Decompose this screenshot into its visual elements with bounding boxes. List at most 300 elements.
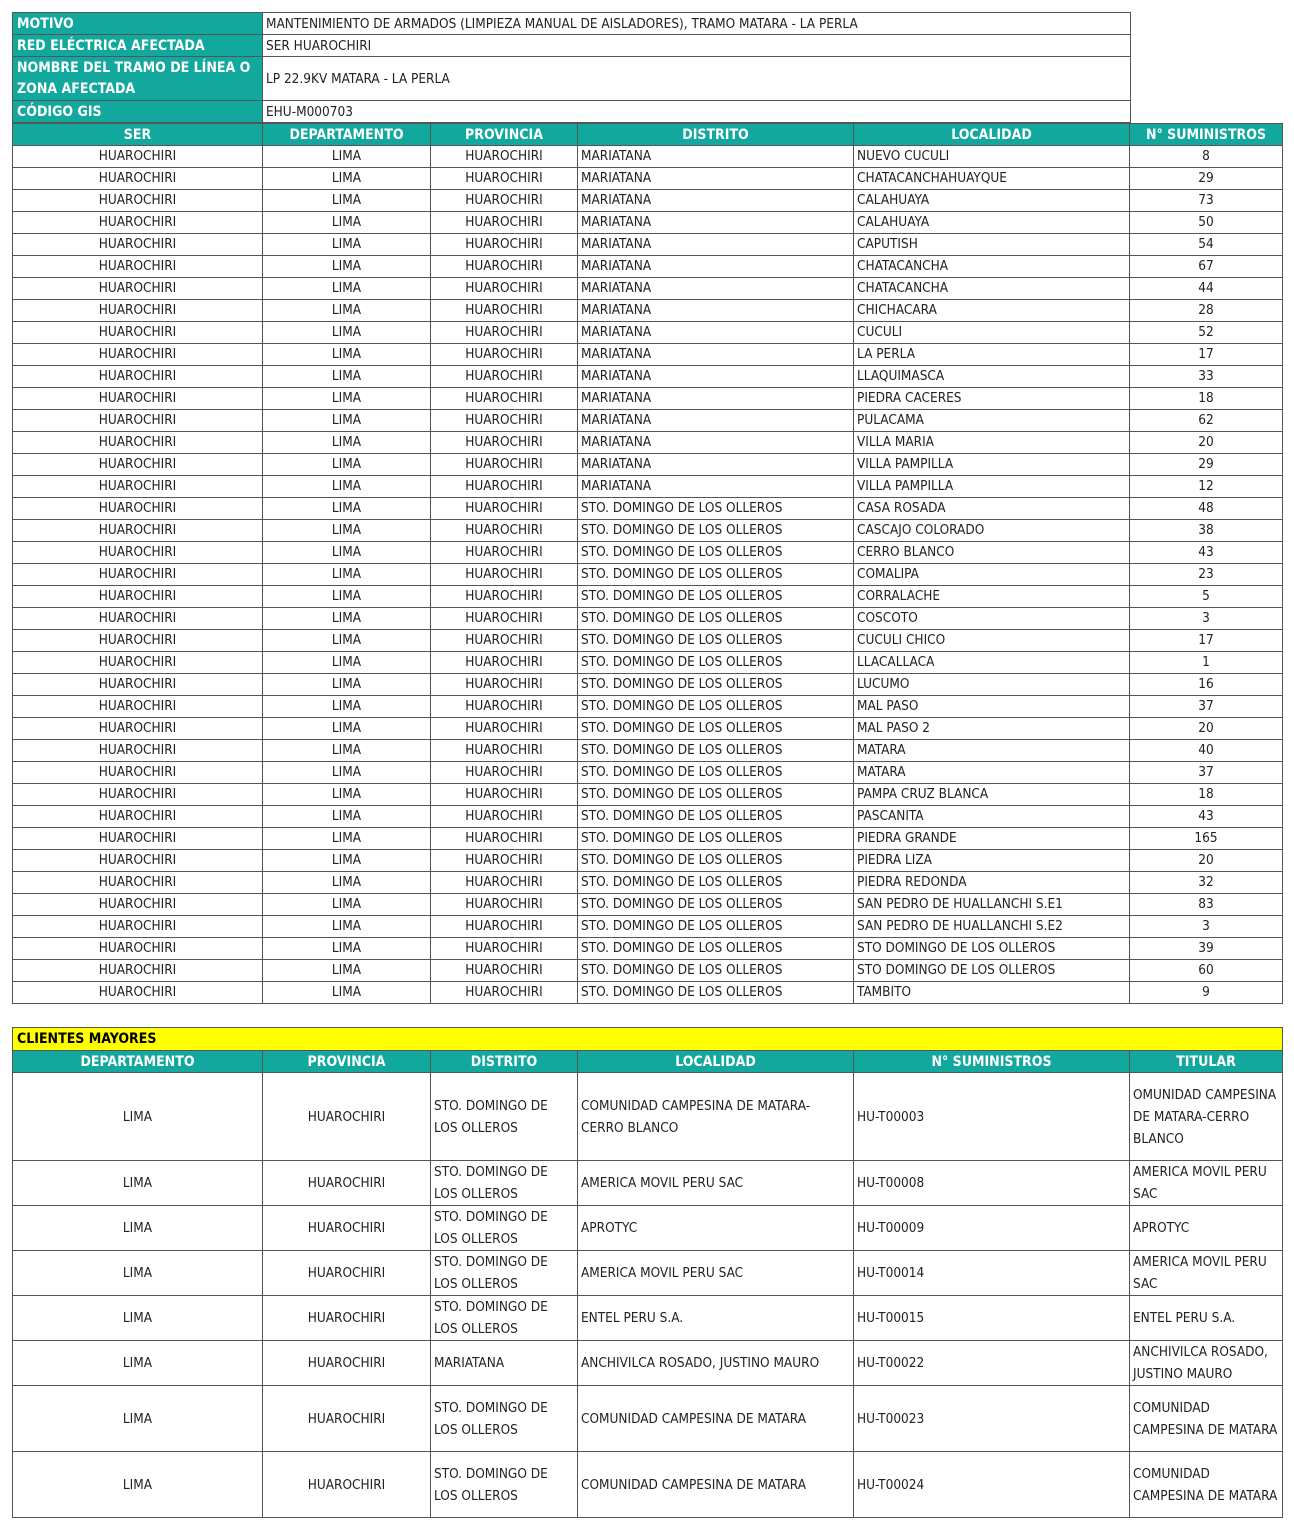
distrito-cell: STO. DOMINGO DE LOS OLLEROS [431,1161,578,1206]
column-header: LOCALIDAD [578,1051,854,1073]
suministros-cell: 8 [1130,146,1283,168]
provincia-cell: HUAROCHIRI [431,652,578,674]
column-header: DISTRITO [578,124,854,146]
localidad-cell: COSCOTO [854,608,1130,630]
distrito-cell: STO. DOMINGO DE LOS OLLEROS [578,542,854,564]
departamento-cell: LIMA [263,344,431,366]
table-row [13,696,1283,718]
distrito-cell: MARIATANA [578,146,854,168]
distrito-cell: STO. DOMINGO DE LOS OLLEROS [431,1296,578,1341]
ser-cell: HUAROCHIRI [13,718,263,740]
ser-cell: HUAROCHIRI [13,740,263,762]
table-row [13,366,1283,388]
departamento-cell: LIMA [263,212,431,234]
suministros-cell: 1 [1130,652,1283,674]
provincia-cell: HUAROCHIRI [431,784,578,806]
suministro-code-cell: HU-T00008 [854,1161,1130,1206]
distrito-cell: STO. DOMINGO DE LOS OLLEROS [431,1206,578,1251]
table-row [13,278,1283,300]
table-row [13,542,1283,564]
provincia-cell: HUAROCHIRI [263,1161,431,1206]
distrito-cell: STO. DOMINGO DE LOS OLLEROS [431,1386,578,1452]
ser-cell: HUAROCHIRI [13,960,263,982]
distrito-cell: MARIATANA [578,300,854,322]
localidad-cell: COMUNIDAD CAMPESINA DE MATARA [578,1386,854,1452]
provincia-cell: HUAROCHIRI [431,432,578,454]
suministros-cell: 12 [1130,476,1283,498]
ser-cell: HUAROCHIRI [13,762,263,784]
table-row [13,344,1283,366]
departamento-cell: LIMA [263,850,431,872]
provincia-cell: HUAROCHIRI [431,696,578,718]
suministros-cell: 43 [1130,806,1283,828]
distrito-cell: STO. DOMINGO DE LOS OLLEROS [578,564,854,586]
ser-cell: HUAROCHIRI [13,322,263,344]
ser-cell: HUAROCHIRI [13,256,263,278]
suministros-cell: 29 [1130,454,1283,476]
departamento-cell: LIMA [263,828,431,850]
departamento-cell: LIMA [263,740,431,762]
localidad-cell: MATARA [854,762,1130,784]
departamento-cell: LIMA [263,520,431,542]
suministros-cell: 29 [1130,168,1283,190]
localidad-cell: PAMPA CRUZ BLANCA [854,784,1130,806]
provincia-cell: HUAROCHIRI [431,168,578,190]
titular-cell: APROTYC [1130,1206,1283,1251]
distrito-cell: STO. DOMINGO DE LOS OLLEROS [578,762,854,784]
table-row [13,630,1283,652]
table-row [13,916,1283,938]
departamento-cell: LIMA [263,410,431,432]
departamento-cell: LIMA [263,498,431,520]
localidad-cell: CASCAJO COLORADO [854,520,1130,542]
table-row [13,476,1283,498]
departamento-cell: LIMA [263,190,431,212]
localidad-cell: TAMBITO [854,982,1130,1004]
ser-cell: HUAROCHIRI [13,190,263,212]
departamento-cell: LIMA [263,806,431,828]
departamento-cell: LIMA [13,1341,263,1386]
table-row [13,652,1283,674]
provincia-cell: HUAROCHIRI [263,1206,431,1251]
table-row [13,608,1283,630]
localidad-cell: AMERICA MOVIL PERU SAC [578,1251,854,1296]
table-row [13,1073,1283,1161]
table-row [13,564,1283,586]
column-header: N° SUMINISTROS [854,1051,1130,1073]
column-header: DEPARTAMENTO [263,124,431,146]
provincia-cell: HUAROCHIRI [263,1251,431,1296]
provincia-cell: HUAROCHIRI [431,894,578,916]
ser-cell: HUAROCHIRI [13,432,263,454]
localidad-cell: MATARA [854,740,1130,762]
ser-cell: HUAROCHIRI [13,520,263,542]
table-row [13,1161,1283,1206]
distrito-cell: MARIATANA [578,256,854,278]
provincia-cell: HUAROCHIRI [263,1073,431,1161]
departamento-cell: LIMA [263,674,431,696]
ser-cell: HUAROCHIRI [13,146,263,168]
distrito-cell: STO. DOMINGO DE LOS OLLEROS [578,630,854,652]
distrito-cell: STO. DOMINGO DE LOS OLLEROS [578,784,854,806]
provincia-cell: HUAROCHIRI [431,476,578,498]
table-row [13,762,1283,784]
departamento-cell: LIMA [13,1296,263,1341]
ser-cell: HUAROCHIRI [13,410,263,432]
table-row [13,1341,1283,1386]
ser-cell: HUAROCHIRI [13,696,263,718]
suministros-cell: 17 [1130,630,1283,652]
provincia-cell: HUAROCHIRI [431,234,578,256]
ser-cell: HUAROCHIRI [13,366,263,388]
localidad-cell: VILLA PAMPILLA [854,454,1130,476]
provincia-cell: HUAROCHIRI [431,322,578,344]
distrito-cell: MARIATANA [578,344,854,366]
provincia-cell: HUAROCHIRI [431,586,578,608]
localidad-cell: CAPUTISH [854,234,1130,256]
tramo-label-line-1: NOMBRE DEL TRAMO DE LÍNEA O [17,59,251,76]
table-row [13,1206,1283,1251]
distrito-cell: STO. DOMINGO DE LOS OLLEROS [578,806,854,828]
departamento-cell: LIMA [13,1386,263,1452]
departamento-cell: LIMA [263,586,431,608]
column-header: LOCALIDAD [854,124,1130,146]
distrito-cell: MARIATANA [578,168,854,190]
table-row [13,938,1283,960]
ser-cell: HUAROCHIRI [13,630,263,652]
distrito-cell: MARIATANA [578,278,854,300]
departamento-cell: LIMA [263,916,431,938]
red-label: RED ELÉCTRICA AFECTADA [13,35,263,57]
provincia-cell: HUAROCHIRI [431,388,578,410]
table-row [13,1296,1283,1341]
distrito-cell: STO. DOMINGO DE LOS OLLEROS [578,850,854,872]
departamento-cell: LIMA [263,476,431,498]
column-header: N° SUMINISTROS [1130,124,1283,146]
ser-cell: HUAROCHIRI [13,454,263,476]
table-row [13,520,1283,542]
provincia-cell: HUAROCHIRI [431,674,578,696]
ser-cell: HUAROCHIRI [13,344,263,366]
suministros-table [12,123,1283,1004]
localidad-cell: PULACAMA [854,410,1130,432]
localidad-cell: CHATACANCHAHUAYQUE [854,168,1130,190]
departamento-cell: LIMA [13,1206,263,1251]
distrito-cell: STO. DOMINGO DE LOS OLLEROS [578,960,854,982]
ser-cell: HUAROCHIRI [13,476,263,498]
column-header: TITULAR [1130,1051,1283,1073]
departamento-cell: LIMA [263,366,431,388]
distrito-cell: STO. DOMINGO DE LOS OLLEROS [578,894,854,916]
provincia-cell: HUAROCHIRI [431,300,578,322]
departamento-cell: LIMA [13,1161,263,1206]
titular-cell: AMERICA MOVIL PERU SAC [1130,1161,1283,1206]
departamento-cell: LIMA [263,322,431,344]
suministros-cell: 20 [1130,850,1283,872]
ser-cell: HUAROCHIRI [13,982,263,1004]
suministros-cell: 37 [1130,696,1283,718]
distrito-cell: MARIATANA [578,234,854,256]
suministros-cell: 17 [1130,344,1283,366]
provincia-cell: HUAROCHIRI [431,454,578,476]
departamento-cell: LIMA [263,718,431,740]
distrito-cell: STO. DOMINGO DE LOS OLLEROS [578,740,854,762]
suministros-cell: 52 [1130,322,1283,344]
departamento-cell: LIMA [263,762,431,784]
clientes-mayores-table [12,1027,1283,1518]
provincia-cell: HUAROCHIRI [431,718,578,740]
suministros-cell: 39 [1130,938,1283,960]
tramo-value: LP 22.9KV MATARA - LA PERLA [263,57,1131,101]
clientes-mayores-title: CLIENTES MAYORES [13,1028,1283,1051]
suministros-cell: 32 [1130,872,1283,894]
distrito-cell: MARIATANA [578,212,854,234]
table-row [13,190,1283,212]
localidad-cell: PIEDRA LIZA [854,850,1130,872]
titular-cell: AMERICA MOVIL PERU SAC [1130,1251,1283,1296]
titular-cell: OMUNIDAD CAMPESINA DE MATARA-CERRO BLANCO [1130,1073,1283,1161]
provincia-cell: HUAROCHIRI [431,212,578,234]
table-row [13,806,1283,828]
localidad-cell: CHICHACARA [854,300,1130,322]
departamento-cell: LIMA [263,564,431,586]
suministros-cell: 67 [1130,256,1283,278]
ser-cell: HUAROCHIRI [13,872,263,894]
ser-cell: HUAROCHIRI [13,608,263,630]
localidad-cell: PASCANITA [854,806,1130,828]
suministros-cell: 83 [1130,894,1283,916]
distrito-cell: STO. DOMINGO DE LOS OLLEROS [431,1251,578,1296]
suministros-cell: 43 [1130,542,1283,564]
provincia-cell: HUAROCHIRI [431,146,578,168]
suministros-cell: 5 [1130,586,1283,608]
suministros-cell: 50 [1130,212,1283,234]
suministros-cell: 73 [1130,190,1283,212]
motivo-label: MOTIVO [13,13,263,35]
motivo-value: MANTENIMIENTO DE ARMADOS (LIMPIEZA MANUAL DE AISLADORES), TRAMO MATARA - LA PERLA [263,13,1131,35]
table-row [13,784,1283,806]
table-row [13,872,1283,894]
suministros-cell: 9 [1130,982,1283,1004]
titular-cell: ANCHIVILCA ROSADO, JUSTINO MAURO [1130,1341,1283,1386]
localidad-cell: LLAQUIMASCA [854,366,1130,388]
table-row [13,586,1283,608]
provincia-cell: HUAROCHIRI [431,542,578,564]
distrito-cell: MARIATANA [578,190,854,212]
column-header: DISTRITO [431,1051,578,1073]
departamento-cell: LIMA [263,938,431,960]
table-row [13,674,1283,696]
provincia-cell: HUAROCHIRI [431,960,578,982]
ser-cell: HUAROCHIRI [13,938,263,960]
suministro-code-cell: HU-T00024 [854,1452,1130,1518]
localidad-cell: LUCUMO [854,674,1130,696]
localidad-cell: AMERICA MOVIL PERU SAC [578,1161,854,1206]
table-row [13,498,1283,520]
departamento-cell: LIMA [263,696,431,718]
ser-cell: HUAROCHIRI [13,168,263,190]
localidad-cell: COMUNIDAD CAMPESINA DE MATARA-CERRO BLANCO [578,1073,854,1161]
localidad-cell: LLACALLACA [854,652,1130,674]
localidad-cell: ENTEL PERU S.A. [578,1296,854,1341]
localidad-cell: PIEDRA GRANDE [854,828,1130,850]
departamento-cell: LIMA [263,652,431,674]
column-header: SER [13,124,263,146]
info-table [12,12,1131,123]
ser-cell: HUAROCHIRI [13,894,263,916]
provincia-cell: HUAROCHIRI [263,1296,431,1341]
provincia-cell: HUAROCHIRI [431,190,578,212]
column-header: PROVINCIA [263,1051,431,1073]
table-row [13,212,1283,234]
provincia-cell: HUAROCHIRI [431,344,578,366]
ser-cell: HUAROCHIRI [13,564,263,586]
gis-value: EHU-M000703 [263,101,1131,123]
suministros-cell: 3 [1130,916,1283,938]
distrito-cell: MARIATANA [578,388,854,410]
tramo-label-line-2: ZONA AFECTADA [17,80,136,97]
table-row [13,234,1283,256]
provincia-cell: HUAROCHIRI [431,520,578,542]
table-row [13,454,1283,476]
departamento-cell: LIMA [263,872,431,894]
column-header: DEPARTAMENTO [13,1051,263,1073]
suministros-cell: 165 [1130,828,1283,850]
ser-cell: HUAROCHIRI [13,278,263,300]
localidad-cell: ANCHIVILCA ROSADO, JUSTINO MAURO [578,1341,854,1386]
departamento-cell: LIMA [263,256,431,278]
distrito-cell: MARIATANA [578,432,854,454]
ser-cell: HUAROCHIRI [13,212,263,234]
ser-cell: HUAROCHIRI [13,542,263,564]
distrito-cell: STO. DOMINGO DE LOS OLLEROS [431,1073,578,1161]
titular-cell: ENTEL PERU S.A. [1130,1296,1283,1341]
provincia-cell: HUAROCHIRI [431,608,578,630]
provincia-cell: HUAROCHIRI [431,630,578,652]
table-row [13,168,1283,190]
suministros-cell: 33 [1130,366,1283,388]
provincia-cell: HUAROCHIRI [431,762,578,784]
departamento-cell: LIMA [263,234,431,256]
ser-cell: HUAROCHIRI [13,586,263,608]
distrito-cell: MARIATANA [578,322,854,344]
distrito-cell: MARIATANA [578,366,854,388]
localidad-cell: CUCULI CHICO [854,630,1130,652]
provincia-cell: HUAROCHIRI [431,916,578,938]
table-row [13,740,1283,762]
ser-cell: HUAROCHIRI [13,806,263,828]
provincia-cell: HUAROCHIRI [431,278,578,300]
suministros-cell: 18 [1130,784,1283,806]
suministros-cell: 20 [1130,432,1283,454]
departamento-cell: LIMA [263,608,431,630]
table-row [13,256,1283,278]
suministro-code-cell: HU-T00015 [854,1296,1130,1341]
distrito-cell: STO. DOMINGO DE LOS OLLEROS [578,520,854,542]
table-row [13,300,1283,322]
localidad-cell: CALAHUAYA [854,190,1130,212]
localidad-cell: APROTYC [578,1206,854,1251]
suministro-code-cell: HU-T00009 [854,1206,1130,1251]
departamento-cell: LIMA [263,278,431,300]
departamento-cell: LIMA [13,1251,263,1296]
departamento-cell: LIMA [263,146,431,168]
localidad-cell: COMALIPA [854,564,1130,586]
distrito-cell: STO. DOMINGO DE LOS OLLEROS [578,718,854,740]
localidad-cell: CUCULI [854,322,1130,344]
distrito-cell: STO. DOMINGO DE LOS OLLEROS [578,498,854,520]
suministros-cell: 3 [1130,608,1283,630]
departamento-cell: LIMA [263,168,431,190]
distrito-cell: STO. DOMINGO DE LOS OLLEROS [431,1452,578,1518]
localidad-cell: STO DOMINGO DE LOS OLLEROS [854,938,1130,960]
provincia-cell: HUAROCHIRI [431,564,578,586]
localidad-cell: CHATACANCHA [854,278,1130,300]
localidad-cell: LA PERLA [854,344,1130,366]
ser-cell: HUAROCHIRI [13,674,263,696]
ser-cell: HUAROCHIRI [13,234,263,256]
provincia-cell: HUAROCHIRI [431,256,578,278]
suministros-cell: 48 [1130,498,1283,520]
tramo-label [13,57,263,101]
distrito-cell: STO. DOMINGO DE LOS OLLEROS [578,828,854,850]
suministros-cell: 23 [1130,564,1283,586]
table-row [13,1251,1283,1296]
clientes-mayores-header-row [13,1051,1283,1073]
localidad-cell: PIEDRA CACERES [854,388,1130,410]
suministros-cell: 37 [1130,762,1283,784]
localidad-cell: SAN PEDRO DE HUALLANCHI S.E1 [854,894,1130,916]
provincia-cell: HUAROCHIRI [263,1341,431,1386]
suministros-cell: 54 [1130,234,1283,256]
table-row [13,388,1283,410]
suministros-cell: 40 [1130,740,1283,762]
provincia-cell: HUAROCHIRI [431,366,578,388]
departamento-cell: LIMA [263,630,431,652]
table-row [13,432,1283,454]
table-row [13,894,1283,916]
table-row [13,718,1283,740]
provincia-cell: HUAROCHIRI [431,410,578,432]
distrito-cell: STO. DOMINGO DE LOS OLLEROS [578,608,854,630]
departamento-cell: LIMA [263,542,431,564]
suministro-code-cell: HU-T00022 [854,1341,1130,1386]
suministros-cell: 38 [1130,520,1283,542]
suministros-cell: 60 [1130,960,1283,982]
departamento-cell: LIMA [263,454,431,476]
distrito-cell: MARIATANA [578,410,854,432]
provincia-cell: HUAROCHIRI [431,850,578,872]
localidad-cell: MAL PASO 2 [854,718,1130,740]
ser-cell: HUAROCHIRI [13,388,263,410]
suministros-cell: 28 [1130,300,1283,322]
ser-cell: HUAROCHIRI [13,850,263,872]
departamento-cell: LIMA [263,960,431,982]
suministros-header-row [13,124,1283,146]
departamento-cell: LIMA [263,388,431,410]
table-row [13,410,1283,432]
provincia-cell: HUAROCHIRI [431,828,578,850]
table-row [13,1452,1283,1518]
table-row [13,322,1283,344]
suministro-code-cell: HU-T00003 [854,1073,1130,1161]
departamento-cell: LIMA [263,432,431,454]
red-value: SER HUAROCHIRI [263,35,1131,57]
distrito-cell: STO. DOMINGO DE LOS OLLEROS [578,982,854,1004]
distrito-cell: MARIATANA [578,454,854,476]
table-row [13,960,1283,982]
suministros-cell: 18 [1130,388,1283,410]
